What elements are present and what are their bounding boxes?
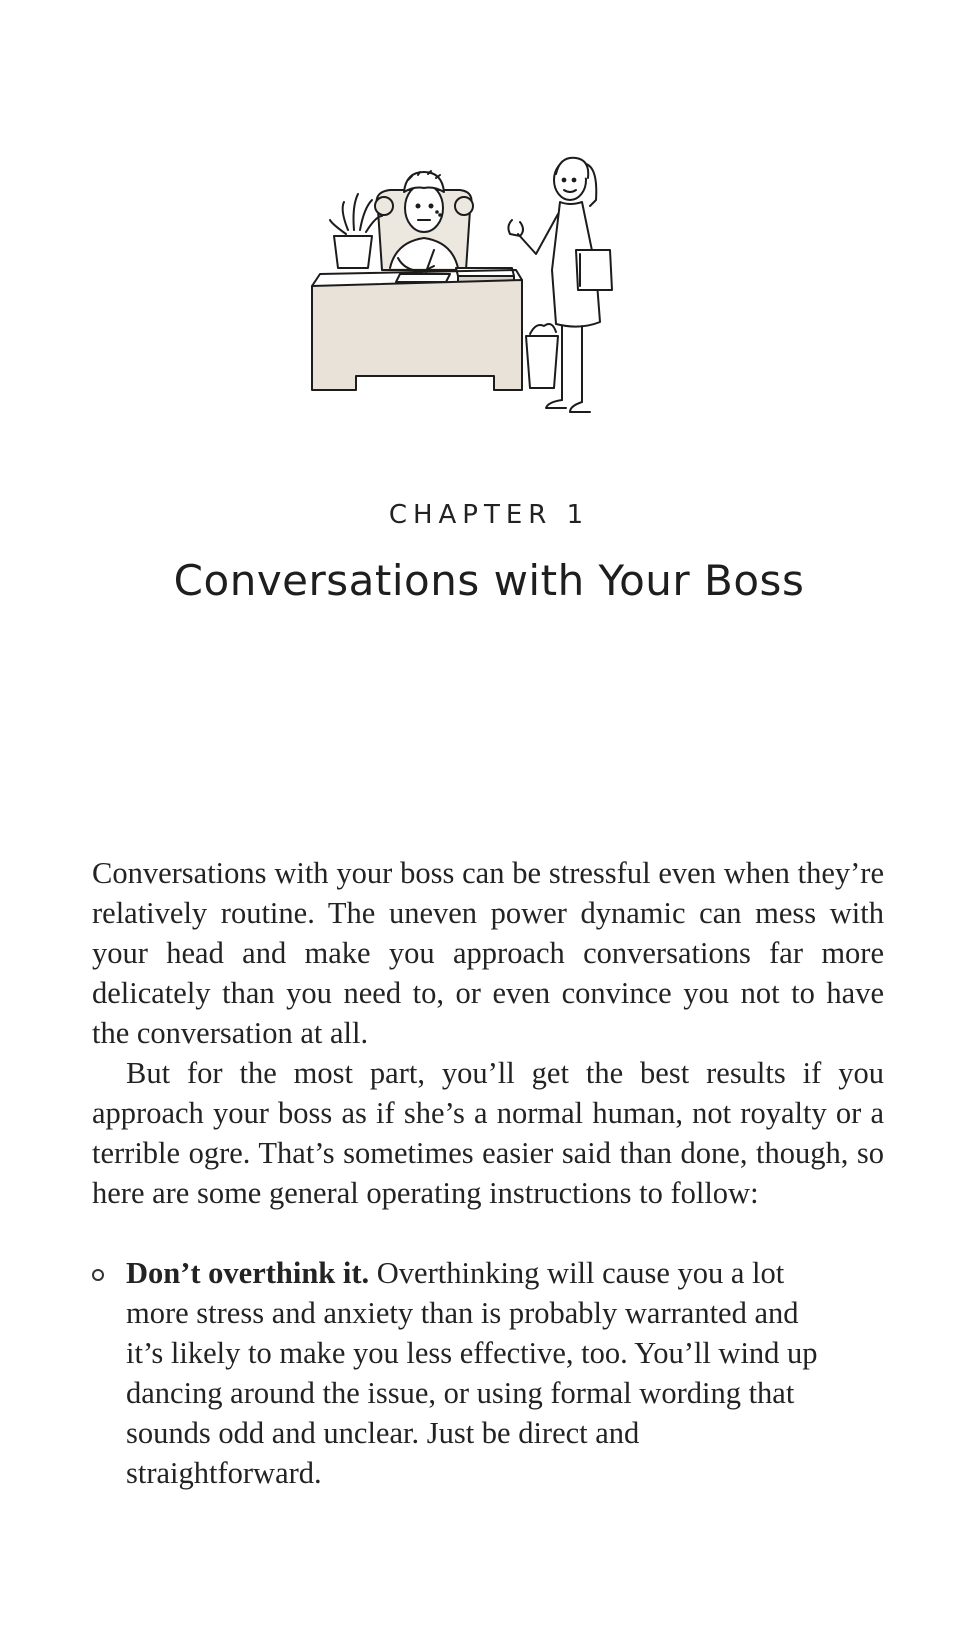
- boss-office-illustration: [300, 150, 660, 440]
- bullet-circle-icon: [92, 1269, 104, 1281]
- paragraph-2: But for the most part, you’ll get the best results if you approach your boss as if she’s a normal human, not royalty or a terrible ogre. That’s sometimes easier said than done, though, so here are some general operating instructions to follow:: [92, 1056, 884, 1210]
- chapter-label: CHAPTER 1: [388, 500, 590, 530]
- body-text: [92, 853, 884, 1493]
- chapter-title: Conversations with Your Boss: [173, 556, 805, 605]
- bullet-text: Overthinking will cause you a lot more stress and anxiety than is probably warranted and it’s likely to make you less effective, too. You’ll wind up dancing around the issue, or using formal wording that sounds odd and unclear. Just be direct and straightforward.: [126, 1256, 818, 1490]
- bullet-lead: Don’t overthink it.: [126, 1256, 370, 1290]
- paragraph-1: Conversations with your boss can be stressful even when they’re relatively routine. The uneven power dynamic can mess with your head and make you approach conversations far more delicately than you need to, or even convince you not to have the conversation at all.: [92, 856, 884, 1050]
- tips-list: [92, 1253, 884, 1493]
- list-item: [92, 1253, 836, 1493]
